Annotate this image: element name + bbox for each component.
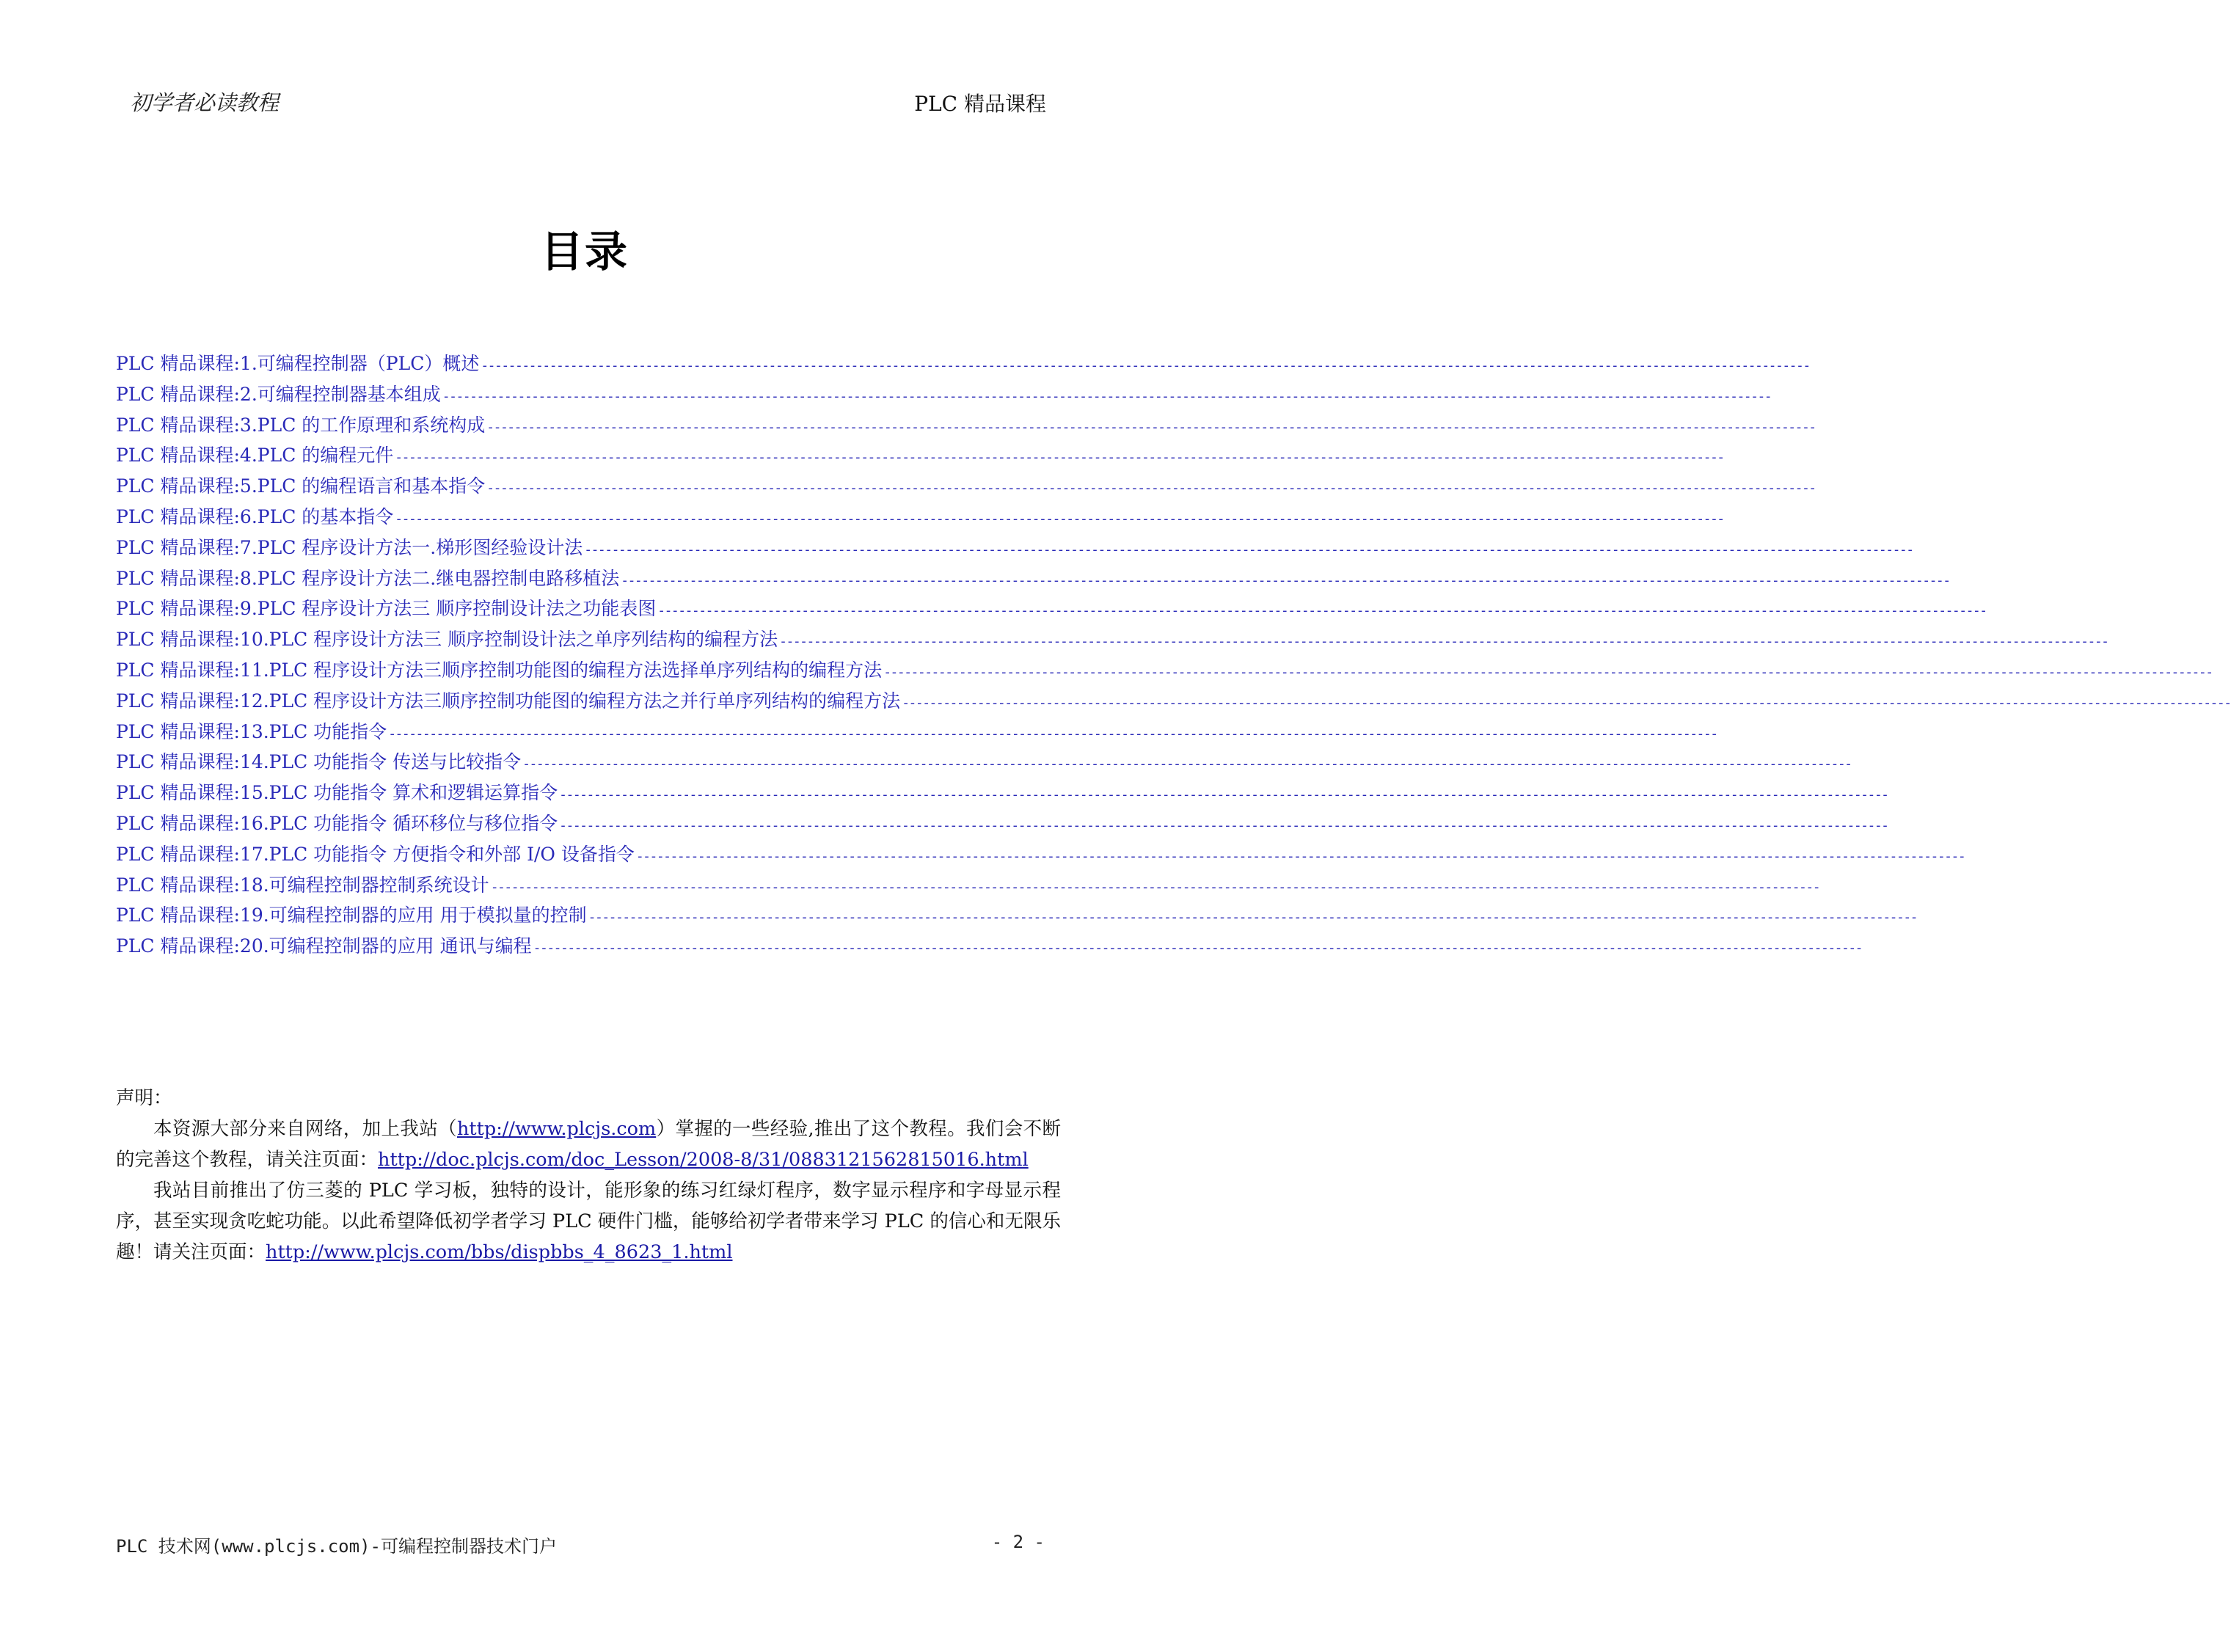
toc-entry[interactable] — [116, 594, 1987, 625]
toc-entry[interactable] — [116, 411, 1816, 442]
toc-dot-leader: -------------------------------------------------------------------------------------------------------------------------------------------------------------------------------------------------- — [442, 388, 1772, 404]
toc-entry[interactable] — [116, 778, 1888, 809]
toc-dot-leader: -------------------------------------------------------------------------------------------------------------------------------------------------------------------------------------------------- — [902, 695, 2231, 711]
toc-entry[interactable] — [116, 564, 1950, 595]
toc-entry[interactable] — [116, 871, 1820, 902]
toc-entry-title: PLC 精品课程:1.可编程控制器（PLC）概述 — [116, 353, 480, 374]
toc-entry[interactable] — [116, 687, 2231, 717]
toc-dot-leader: -------------------------------------------------------------------------------------------------------------------------------------------------------------------------------------------------- — [533, 940, 1863, 957]
toc-dot-leader: -------------------------------------------------------------------------------------------------------------------------------------------------------------------------------------------------- — [486, 419, 1816, 435]
toc-entry[interactable] — [116, 533, 1913, 564]
page-number: - 2 - — [991, 1532, 1045, 1552]
toc-dot-leader: -------------------------------------------------------------------------------------------------------------------------------------------------------------------------------------------------- — [779, 634, 2108, 650]
toc-entry[interactable] — [116, 349, 1810, 380]
toc-entry-title: PLC 精品课程:6.PLC 的基本指令 — [116, 505, 394, 527]
toc-dot-leader: -------------------------------------------------------------------------------------------------------------------------------------------------------------------------------------------------- — [486, 480, 1816, 497]
footer-site-text: PLC 技术网(www.plcjs.com)-可编程控制器技术门户 — [116, 1536, 557, 1557]
toc-entry[interactable] — [116, 840, 1965, 871]
notice-section — [116, 1083, 1061, 1268]
header-left-text: 初学者必读教程 — [130, 90, 280, 115]
header-right-text: PLC 精品课程 — [914, 92, 1046, 116]
toc-entry[interactable] — [116, 901, 1918, 932]
toc-entry[interactable] — [116, 656, 2213, 687]
toc-dot-leader: -------------------------------------------------------------------------------------------------------------------------------------------------------------------------------------------------- — [657, 603, 1987, 619]
lesson-page-link[interactable]: http://doc.plcjs.com/doc_Lesson/2008-8/31/0883121562815016.html — [378, 1149, 1029, 1171]
page-title: 目录 — [540, 227, 629, 277]
toc-entry-title: PLC 精品课程:7.PLC 程序设计方法一.梯形图经验设计法 — [116, 536, 583, 558]
toc-dot-leader: -------------------------------------------------------------------------------------------------------------------------------------------------------------------------------------------------- — [395, 511, 1724, 527]
toc-entry-title: PLC 精品课程:8.PLC 程序设计方法二.继电器控制电路移植法 — [116, 567, 620, 589]
toc-dot-leader: -------------------------------------------------------------------------------------------------------------------------------------------------------------------------------------------------- — [635, 848, 1965, 864]
table-of-contents — [116, 349, 2231, 962]
toc-dot-leader: -------------------------------------------------------------------------------------------------------------------------------------------------------------------------------------------------- — [584, 541, 1913, 558]
toc-entry[interactable] — [116, 472, 1816, 502]
notice-paragraph-2 — [116, 1175, 1061, 1268]
toc-entry-title: PLC 精品课程:12.PLC 程序设计方法三顺序控制功能图的编程方法之并行单序列结构的编程方法 — [116, 690, 901, 712]
notice-p2-text: 我站目前推出了仿三菱的 PLC 学习板，独特的设计，能形象的练习红绿灯程序，数字显示程序和字母显示程序，甚至实现贪吃蛇功能。以此希望降低初学者学习 PLC 硬件门槛，能够给初学者带来学习 PLC 的信心和无限乐趣！请关注页面： — [116, 1180, 1061, 1263]
toc-entry-title: PLC 精品课程:2.可编程控制器基本组成 — [116, 383, 441, 405]
toc-dot-leader: -------------------------------------------------------------------------------------------------------------------------------------------------------------------------------------------------- — [588, 910, 1918, 926]
toc-entry-title: PLC 精品课程:14.PLC 功能指令 传送与比较指令 — [116, 751, 522, 773]
toc-entry-title: PLC 精品课程:4.PLC 的编程元件 — [116, 445, 394, 467]
toc-entry-title: PLC 精品课程:9.PLC 程序设计方法三 顺序控制设计法之功能表图 — [116, 598, 657, 620]
notice-paragraph-1 — [116, 1114, 1061, 1175]
toc-dot-leader: -------------------------------------------------------------------------------------------------------------------------------------------------------------------------------------------------- — [388, 726, 1717, 742]
toc-entry-title: PLC 精品课程:10.PLC 程序设计方法三 顺序控制设计法之单序列结构的编程方法 — [116, 629, 778, 651]
toc-entry[interactable] — [116, 748, 1852, 778]
toc-dot-leader: -------------------------------------------------------------------------------------------------------------------------------------------------------------------------------------------------- — [395, 450, 1724, 466]
toc-entry[interactable] — [116, 932, 1863, 962]
notice-p1-text-b: ）掌握的一些经验,推出了这个教程。我们会不断的完善这个教程，请关注页面： — [116, 1118, 1061, 1171]
toc-entry[interactable] — [116, 441, 1724, 472]
notice-label: 声明： — [116, 1087, 172, 1109]
toc-entry[interactable] — [116, 380, 1772, 411]
toc-dot-leader: -------------------------------------------------------------------------------------------------------------------------------------------------------------------------------------------------- — [883, 664, 2213, 680]
plcjs-home-link[interactable]: http://www.plcjs.com — [456, 1118, 657, 1140]
toc-entry-title: PLC 精品课程:3.PLC 的工作原理和系统构成 — [116, 414, 486, 436]
toc-entry-title: PLC 精品课程:18.可编程控制器控制系统设计 — [116, 874, 489, 896]
toc-entry[interactable] — [116, 502, 1724, 533]
toc-entry-title: PLC 精品课程:13.PLC 功能指令 — [116, 720, 387, 742]
toc-dot-leader: -------------------------------------------------------------------------------------------------------------------------------------------------------------------------------------------------- — [559, 787, 1888, 803]
toc-entry-title: PLC 精品课程:19.可编程控制器的应用 用于模拟量的控制 — [116, 904, 587, 926]
toc-dot-leader: -------------------------------------------------------------------------------------------------------------------------------------------------------------------------------------------------- — [490, 879, 1820, 895]
toc-dot-leader: -------------------------------------------------------------------------------------------------------------------------------------------------------------------------------------------------- — [522, 756, 1852, 772]
toc-entry-title: PLC 精品课程:5.PLC 的编程语言和基本指令 — [116, 475, 486, 497]
toc-entry[interactable] — [116, 625, 2108, 656]
toc-entry-title: PLC 精品课程:17.PLC 功能指令 方便指令和外部 I/O 设备指令 — [116, 843, 635, 865]
toc-dot-leader: -------------------------------------------------------------------------------------------------------------------------------------------------------------------------------------------------- — [621, 572, 1950, 588]
toc-entry-title: PLC 精品课程:20.可编程控制器的应用 通讯与编程 — [116, 935, 532, 957]
notice-p1-text-a: 本资源大部分来自网络，加上我站（ — [153, 1118, 457, 1140]
toc-entry[interactable] — [116, 717, 1717, 748]
toc-entry-title: PLC 精品课程:16.PLC 功能指令 循环移位与移位指令 — [116, 812, 558, 834]
bbs-page-link[interactable]: http://www.plcjs.com/bbs/dispbbs_4_8623_1.html — [266, 1241, 733, 1263]
toc-entry[interactable] — [116, 809, 1888, 840]
toc-dot-leader: -------------------------------------------------------------------------------------------------------------------------------------------------------------------------------------------------- — [559, 817, 1888, 833]
toc-dot-leader: -------------------------------------------------------------------------------------------------------------------------------------------------------------------------------------------------- — [481, 358, 1810, 373]
toc-entry-title: PLC 精品课程:15.PLC 功能指令 算术和逻辑运算指令 — [116, 782, 558, 804]
toc-entry-title: PLC 精品课程:11.PLC 程序设计方法三顺序控制功能图的编程方法选择单序列结构的编程方法 — [116, 659, 883, 681]
